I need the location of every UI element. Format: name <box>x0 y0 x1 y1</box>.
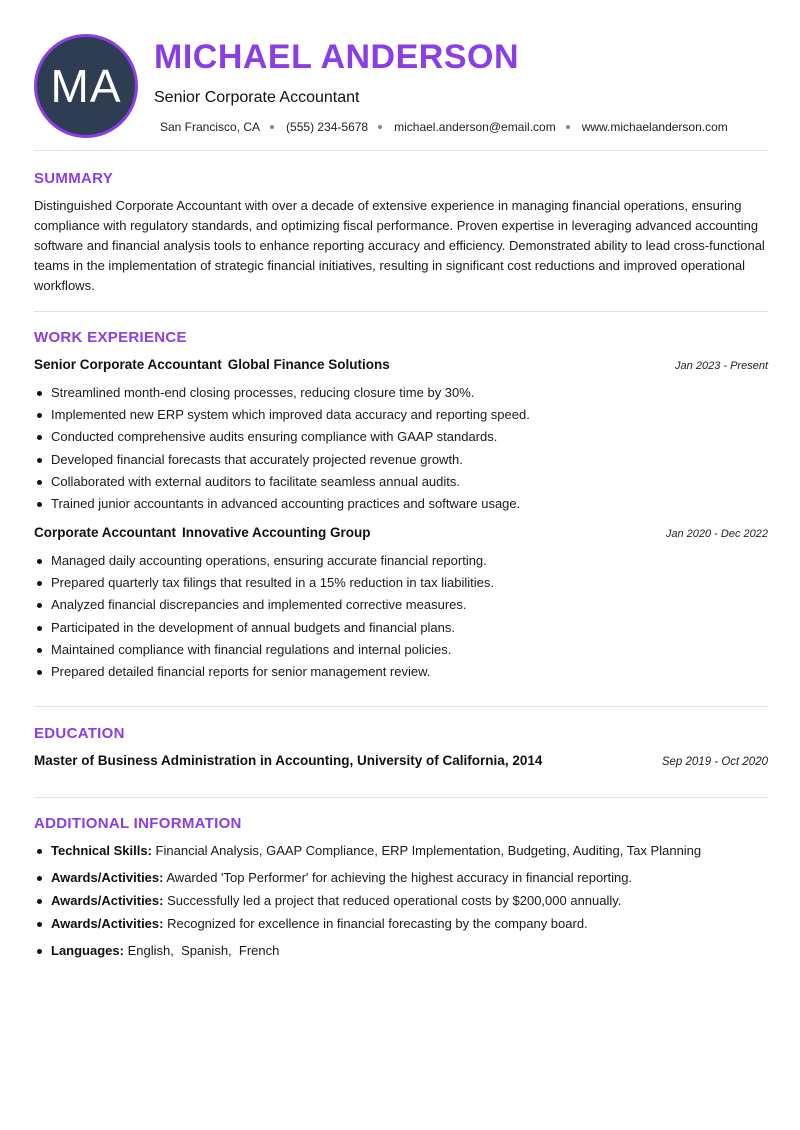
section-divider <box>34 150 768 151</box>
section-divider <box>34 797 768 798</box>
job-bullet: Participated in the development of annual budgets and financial plans. <box>34 617 768 639</box>
item-text: Financial Analysis, GAAP Compliance, ERP Implementation, Budgeting, Auditing, Tax Planning <box>155 843 702 858</box>
separator-dot <box>270 125 274 129</box>
additional-info-list <box>34 841 768 964</box>
candidate-title: Senior Corporate Accountant <box>154 89 360 106</box>
avatar-initials: MA <box>50 60 122 112</box>
item-text: Recognized for excellence in financial forecasting by the company board. <box>167 916 588 931</box>
resume-header <box>34 34 768 138</box>
separator-dot <box>378 125 382 129</box>
item-label: Languages: <box>51 943 124 958</box>
job-bullet: Trained junior accountants in advanced accounting practices and software usage. <box>34 493 768 515</box>
item-text: Successfully led a project that reduced operational costs by $200,000 annually. <box>167 893 622 908</box>
education-degree: Master of Business Administration in Accounting, University of California, 2014 <box>34 753 543 768</box>
item-text: Awarded 'Top Performer' for achieving the highest accuracy in financial reporting. <box>166 870 633 885</box>
contact-phone: (555) 234-5678 <box>286 120 369 134</box>
job-title-line <box>34 525 371 540</box>
item-label: Awards/Activities: <box>51 870 164 885</box>
section-divider <box>34 706 768 707</box>
item-label: Technical Skills: <box>51 843 152 858</box>
job-header <box>34 525 768 545</box>
contact-location: San Francisco, CA <box>160 120 261 134</box>
additional-info-item <box>34 941 768 964</box>
contact-email: michael.anderson@email.com <box>394 120 556 134</box>
section-divider <box>34 311 768 312</box>
summary-text: Distinguished Corporate Accountant with over a decade of extensive experience in managing financial operations, ensuring compliance with regulatory standards, and optimizing fiscal performance. Proven expertise in leveraging advanced accounting software and financial analysis tools to enhance reporting accuracy and efficiency. Demonstrated ability to lead cross-functional teams in the implementation of strategic financial initiatives, resulting in significant cost reductions and improved operational workflows. <box>34 198 765 293</box>
summary-heading: SUMMARY <box>34 170 114 187</box>
job-entry <box>34 525 768 683</box>
job-entry <box>34 357 768 515</box>
job-company: Innovative Accounting Group <box>182 525 371 540</box>
additional-info-item <box>34 914 768 941</box>
job-bullet: Prepared quarterly tax filings that resulted in a 15% reduction in tax liabilities. <box>34 572 768 594</box>
job-bullet: Conducted comprehensive audits ensuring compliance with GAAP standards. <box>34 426 768 448</box>
job-company: Global Finance Solutions <box>227 357 390 372</box>
job-role: Corporate Accountant <box>34 525 177 540</box>
additional-info-item <box>34 868 768 891</box>
item-label: Awards/Activities: <box>51 893 164 908</box>
job-bullet-list <box>34 382 768 515</box>
job-dates: Jan 2023 - Present <box>675 360 768 372</box>
job-title-line <box>34 357 390 372</box>
job-dates: Jan 2020 - Dec 2022 <box>665 528 768 540</box>
job-bullet: Implemented new ERP system which improved data accuracy and reporting speed. <box>34 404 768 426</box>
item-text: English, Spanish, French <box>127 943 280 958</box>
education-heading: EDUCATION <box>34 725 125 742</box>
separator-dot <box>566 125 570 129</box>
contact-website: www.michaelanderson.com <box>581 120 728 134</box>
candidate-name: MICHAEL ANDERSON <box>154 38 520 76</box>
contact-line <box>160 120 728 134</box>
additional-info-item <box>34 891 768 914</box>
additional-info-item <box>34 841 768 868</box>
job-bullet: Analyzed financial discrepancies and implemented corrective measures. <box>34 594 768 616</box>
job-bullet: Managed daily accounting operations, ensuring accurate financial reporting. <box>34 550 768 572</box>
job-header <box>34 357 768 377</box>
item-label: Awards/Activities: <box>51 916 164 931</box>
avatar <box>34 34 138 138</box>
job-bullet: Streamlined month-end closing processes, reducing closure time by 30%. <box>34 382 768 404</box>
additional-info-heading: ADDITIONAL INFORMATION <box>34 815 242 832</box>
job-bullet: Developed financial forecasts that accurately projected revenue growth. <box>34 449 768 471</box>
job-role: Senior Corporate Accountant <box>34 357 222 372</box>
job-bullet: Collaborated with external auditors to facilitate seamless annual audits. <box>34 471 768 493</box>
job-bullet: Maintained compliance with financial regulations and internal policies. <box>34 639 768 661</box>
education-entry <box>34 753 768 768</box>
job-bullet: Prepared detailed financial reports for senior management review. <box>34 661 768 683</box>
job-bullet-list <box>34 550 768 683</box>
education-dates: Sep 2019 - Oct 2020 <box>661 756 768 768</box>
work-experience-heading: WORK EXPERIENCE <box>34 329 187 346</box>
